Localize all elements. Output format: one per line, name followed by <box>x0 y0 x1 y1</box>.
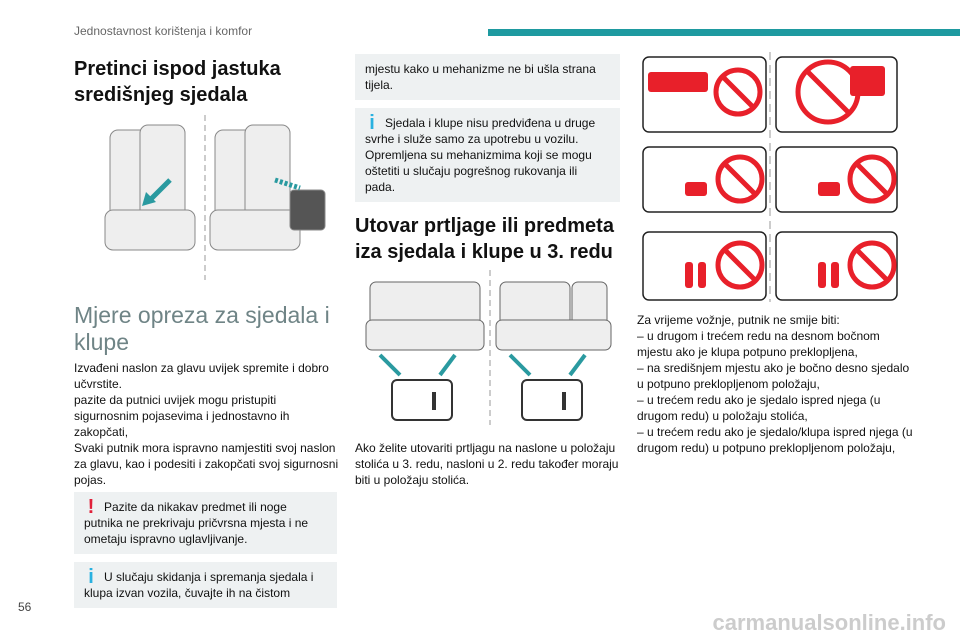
paragraph: pazite da putnici uvijek mogu pristupiti sigurnosnim pojasevima i jednostavno ih zakopčati, <box>74 393 290 439</box>
seating-restriction-pictograms <box>640 52 900 304</box>
heading-compartments: Pretinci ispod jastuka središnjeg sjedala <box>74 58 281 106</box>
list-item: – u trećem redu ako je sjedalo/klupa ispred njega (u drugom redu) u potpuno preklopljenom položaju, <box>637 425 913 455</box>
paragraph: Izvađeni naslon za glavu uvijek spremite i dobro učvrstite. <box>74 361 329 391</box>
warning-text: Pazite da nikakav predmet ili noge putnika ne prekrivaju pričvrsna mjesta i ne ometaju ispravno uglavljivanje. <box>84 500 309 546</box>
warning-box <box>74 492 337 554</box>
header-accent-bar <box>488 29 960 36</box>
section-header: Jednostavnost korištenja i komfor <box>74 24 253 38</box>
list-item: – u drugom i trećem redu na desnom bočnom mjestu ako je klupa potpuno preklopljena, <box>637 329 880 359</box>
paragraph: Za vrijeme vožnje, putnik ne smije biti: <box>637 313 840 327</box>
info-text: U slučaju skidanja i spremanja sjedala i klupa izvan vozila, čuvajte ih na čistom <box>84 570 314 600</box>
paragraph: Ako želite utovariti prtljagu na naslone u položaju stolića u 3. redu, nasloni u 2. redu također moraju biti u položaju stolića. <box>355 441 619 487</box>
info-box <box>74 562 337 608</box>
luggage-illustration <box>360 270 620 426</box>
info-box-continued: mjestu kako u mehanizme ne bi ušla strana tijela. <box>355 54 620 100</box>
info-icon: i <box>369 112 375 134</box>
info-icon: i <box>88 566 94 588</box>
watermark: carmanualsonline.info <box>712 610 946 635</box>
heading-precautions: Mjere opreza za sjedala i klupe <box>74 302 330 355</box>
heading-luggage: Utovar prtljage ili predmeta iza sjedala i klupe u 3. redu <box>355 215 614 263</box>
info-text: Sjedala i klupe nisu predviđena u druge svrhe i služe samo za upotrebu u vozilu. Opremljena su mehanizmima koji se mogu oštetiti u slučaju pogrešnog rukovanja ili pada. <box>365 116 596 194</box>
warning-icon: ! <box>87 496 95 518</box>
list-item: – na središnjem mjestu ako je bočno desno sjedalo u potpuno preklopljenom položaju, <box>637 361 910 391</box>
list-item: – u trećem redu ako je sjedalo ispred njega (u drugom redu) u položaju stolića, <box>637 393 881 423</box>
paragraph: Svaki putnik mora ispravno namjestiti svoj naslon za glavu, kao i podesiti i zakopčati svoj sigurnosni pojas. <box>74 441 339 487</box>
info-box <box>355 108 620 202</box>
seat-compartment-illustration <box>100 110 340 282</box>
page-number: 56 <box>18 600 32 614</box>
